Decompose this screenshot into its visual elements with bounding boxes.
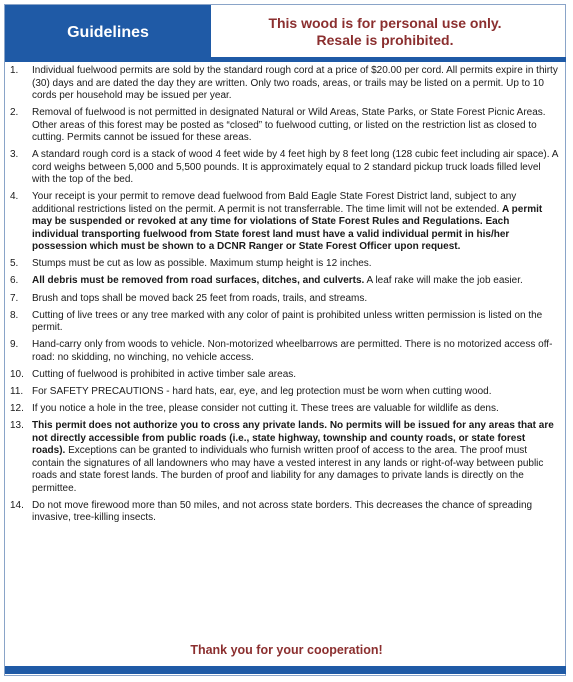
guideline-item [10,293,558,306]
header-divider [5,57,566,62]
guideline-text-segment: Brush and tops shall be moved back 25 feet from roads, trails, and streams. [32,292,368,304]
guideline-text-segment: Do not move firewood more than 50 miles, and not across state borders. This decreases the chance of spreading invasive, tree-killing insects. [32,499,533,524]
guideline-text-segment: Removal of fuelwood is not permitted in designated Natural or Wild Areas, State Parks, or State Forest Picnic Areas. Other areas of this forest may be posted as “closed” to fuelwood cutting, or listed on the restriction list as closed to cutting. Permits cannot be issued for these areas. [32,107,546,144]
guideline-number: 1. [10,65,19,76]
guideline-text [32,386,558,399]
guideline-text [32,500,558,525]
guideline-text [32,310,558,335]
guideline-item [10,310,558,335]
guideline-text-segment: If you notice a hole in the tree, please consider not cutting it. These trees are valuable for wildlife as dens. [32,403,499,415]
guideline-text-segment: Stumps must be cut as low as possible. Maximum stump height is 12 inches. [32,258,372,270]
guideline-item [10,149,558,187]
guideline-text [32,191,558,254]
guideline-item [10,420,558,495]
guideline-text-segment: A leaf rake will make the job easier. [364,275,523,287]
guideline-text [32,275,558,288]
guideline-item [10,65,558,103]
guideline-text-segment: Cutting of live trees or any tree marked with any color of paint is prohibited unless written permission is listed on the permit. [32,309,543,334]
guideline-text-segment: Hand-carry only from woods to vehicle. Non-motorized wheelbarrows are permitted. There is no motorized access off-road: no skidding, no winching, no vehicle access. [32,339,553,363]
guideline-text-bold: A permit may be suspended or revoked at any time for violations of State Forest Rules and Regulations. Each individual transporting fuelwood from State forest land must have a valid individual permit in his/her possession which must be shown to a DCNR Ranger or State Forest Officer upon request. [32,203,543,253]
guideline-text [32,403,558,416]
guideline-number: 5. [10,258,19,270]
guideline-item [10,107,558,145]
guideline-text-segment: For SAFETY PRECAUTIONS - hard hats, ear, eye, and leg protection must be worn when cutting wood. [32,385,492,397]
guideline-text [32,107,558,145]
guideline-number: 9. [10,339,19,351]
guideline-item [10,386,558,399]
guideline-text [32,293,558,306]
guideline-number: 3. [10,149,19,161]
guideline-text-segment: Your receipt is your permit to remove dead fuelwood from Bald Eagle State Forest District land, subject to any additional restrictions listed on the permit. A permit is not transferrable. The time limit will not be extended. [32,191,517,215]
guideline-number: 8. [10,309,19,321]
guideline-number: 4. [10,191,19,203]
guidelines-title: Guidelines [67,24,149,41]
guideline-text-bold: This permit does not authorize you to cross any private lands. No permits will be issued for any areas that are not directly accessible from public roads (i.e., state highway, township and county roads, or state forest roads). [32,420,554,457]
guidelines-header [5,5,566,61]
guideline-text-segment: Exceptions can be granted to individuals who furnish written proof of access to the area. The proof must contain the signatures of all landowners who may have a vested interest in any lands or right-of-way between public roads and state forest lands. The burden of proof and liability for any damages to private lands is directly on the permittee. [32,445,544,494]
guideline-text [32,339,558,364]
guideline-text [32,369,558,382]
guidelines-list [10,65,558,529]
guidelines-tab [5,5,211,61]
guideline-number: 11. [10,385,24,397]
notice-line-2: Resale is prohibited. [316,32,454,48]
guideline-number: 12. [10,403,24,415]
guideline-text-segment: A standard rough cord is a stack of wood 4 feet wide by 4 feet high by 8 feet long (128 cubic feet including air space). A cord weighs between 5,000 and 5,500 pounds. It is approximately equal to 2 standard pickup truck loads filled level with the top of the bed. [32,149,558,186]
guideline-number: 13. [10,420,24,432]
guideline-item [10,275,558,288]
guideline-number: 10. [10,368,24,380]
guideline-item [10,500,558,525]
notice-line-1: This wood is for personal use only. [268,15,502,31]
guideline-number: 14. [10,499,24,511]
guideline-text [32,258,558,271]
guideline-text-segment: Individual fuelwood permits are sold by the standard rough cord at a price of $20.00 per cord. All permits expire in thirty (30) days and are dated the day they are written. Only two roads, areas, or trails may be listed on a permit. Up to 10 cords per household may be issued per year. [32,65,558,101]
personal-use-notice [215,15,555,49]
guideline-text-segment: Cutting of fuelwood is prohibited in active timber sale areas. [32,368,297,380]
guideline-item [10,403,558,416]
guideline-number: 6. [10,275,19,287]
guideline-item [10,369,558,382]
footer-divider [5,666,566,674]
guideline-number: 7. [10,292,19,304]
guideline-text-bold: All debris must be removed from road surfaces, ditches, and culverts. [32,275,365,287]
guideline-number: 2. [10,107,19,119]
guideline-item [10,339,558,364]
guideline-text [32,149,558,187]
thank-you-message: Thank you for your cooperation! [190,643,383,657]
guideline-text [32,65,558,103]
guideline-item [10,191,558,254]
guideline-item [10,258,558,271]
guideline-text [32,420,558,495]
